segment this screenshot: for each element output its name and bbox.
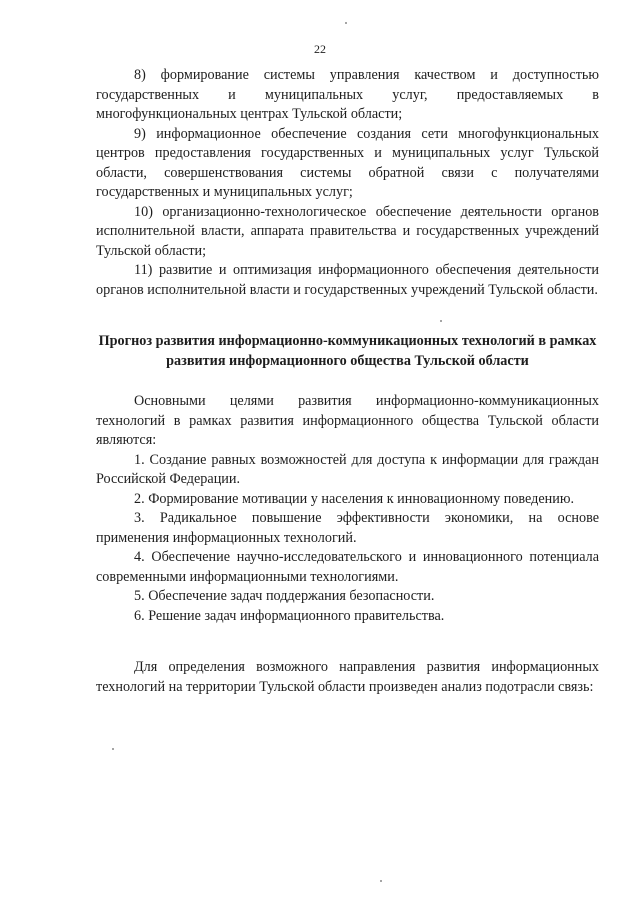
goal-item: 3. Радикальное повышение эффективности экономики, на основе применения информационных технологий.	[96, 510, 599, 546]
list-item: 9) информационное обеспечение создания сети многофункциональных центров предоставления государственных и муниципальных услуг Тульской области, совершенствования системы обратной связи с получателями государственных и муниципальных услуг;	[96, 125, 599, 200]
scan-speck	[440, 320, 442, 322]
intro-paragraph: Основными целями развития информационно-коммуникационных технологий в рамках развития информационного общества Тульской области являются:	[96, 393, 599, 448]
scan-speck	[112, 748, 114, 750]
goal-item: 5. Обеспечение задач поддержания безопасности.	[134, 588, 435, 604]
scan-speck	[345, 22, 347, 24]
goal-item: 2. Формирование мотивации у населения к инновационному поведению.	[134, 490, 574, 507]
goal-item: 1. Создание равных возможностей для доступа к информации для граждан Российской Федерации.	[96, 451, 599, 487]
page-number: 22	[314, 42, 326, 56]
goal-item: 4. Обеспечение научно-исследовательского и инновационного потенциала современными информационными технологиями.	[96, 549, 599, 585]
section-heading: Прогноз развития информационно-коммуникационных технологий в рамках развития информационного общества Тульской области	[98, 333, 597, 369]
list-item: 10) организационно-технологическое обеспечение деятельности органов исполнительной власти, аппарата правительства и государственных учреждений Тульской области;	[96, 203, 599, 259]
closing-paragraph: Для определения возможного направления развития информационных технологий на территории Тульской области произведен анализ подотрасли связь:	[96, 659, 599, 695]
goal-item: 6. Решение задач информационного правительства.	[134, 607, 445, 624]
page-body	[96, 66, 599, 697]
list-item: 11) развитие и оптимизация информационного обеспечения деятельности органов исполнительной власти и государственных учреждений Тульской области.	[96, 262, 599, 298]
scan-speck	[380, 880, 382, 882]
list-item: 8) формирование системы управления качеством и доступностью государственных и муниципальных услуг, предоставляемых в многофункциональных центрах Тульской области;	[96, 67, 599, 122]
